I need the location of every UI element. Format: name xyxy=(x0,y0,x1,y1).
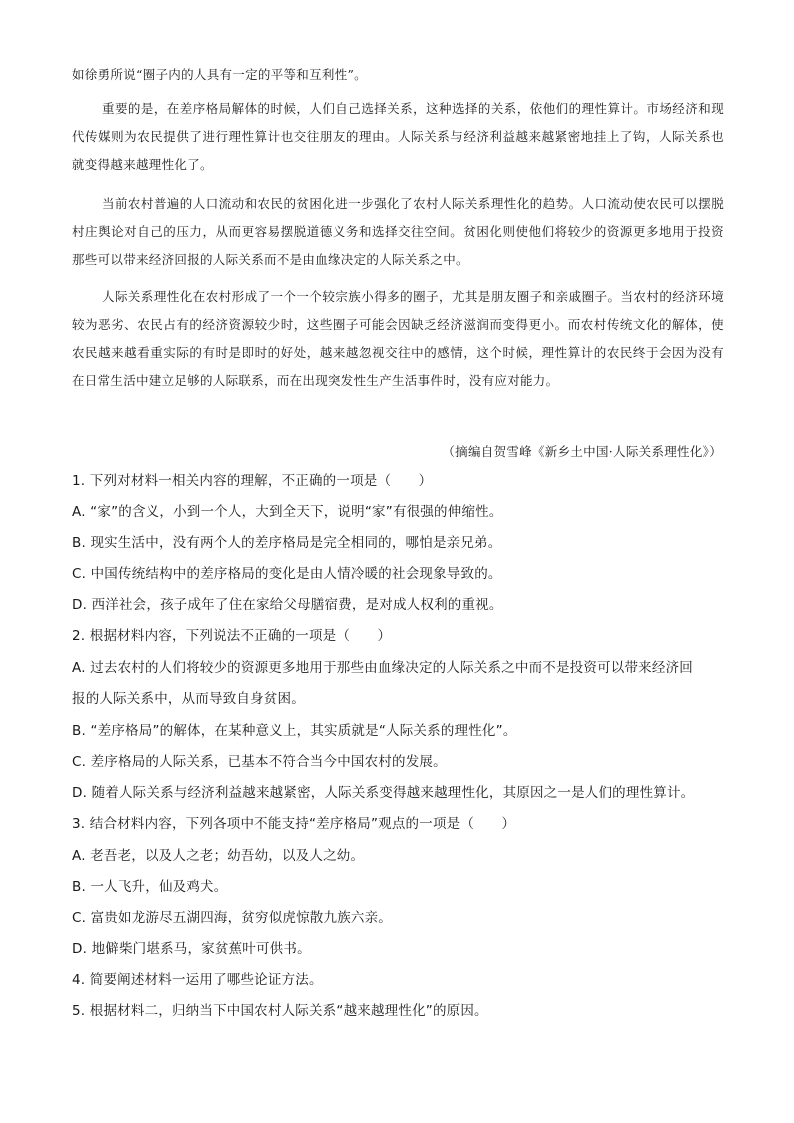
option-line: C. 差序格局的人际关系，已基本不符合当今中国农村的发展。 xyxy=(72,754,447,770)
question-stem: 1. 下列对材料一相关内容的理解，不正确的一项是（ ） xyxy=(72,473,433,489)
option-line: D. 西洋社会，孩子成年了住在家给父母膳宿费，是对成人权利的重视。 xyxy=(72,597,503,613)
question-stem: 5. 根据材料二，归纳当下中国农村人际关系“越来越理性化”的原因。 xyxy=(72,1003,488,1019)
option-line: B. 现实生活中，没有两个人的差序格局是完全相同的，哪怕是亲兄弟。 xyxy=(72,535,502,551)
option-line: A. 过去农村的人们将较少的资源更多地用于那些由血缘决定的人际关系之中而不是投资可以带来经济回 xyxy=(72,660,693,676)
passage-paragraph: 重要的是，在差序格局解体的时候，人们自己选择关系，这种选择的关系，依他们的理性算计。市场经济和现代传媒则为农民提供了进行理性算计也交往朋友的理由。人际关系与经济利益越来越紧密地挂上了钩，人际关系也就变得越来越理性化了。 xyxy=(72,101,724,172)
option-line: C. 富贵如龙游尽五湖四海，贫穷似虎惊散九族六亲。 xyxy=(72,910,393,926)
question-stem: 4. 简要阐述材料一运用了哪些论证方法。 xyxy=(72,972,323,988)
option-line: B. “差序格局”的解体，在某种意义上，其实质就是“人际关系的理性化”。 xyxy=(72,723,517,739)
passage-paragraph: 如徐勇所说“圈子内的人具有一定的平等和互利性”。 xyxy=(72,67,367,82)
question-stem: 3. 结合材料内容，下列各项中不能支持“差序格局”观点的一项是（ ） xyxy=(72,816,516,832)
option-line: C. 中国传统结构中的差序格局的变化是由人情冷暖的社会现象导致的。 xyxy=(72,566,502,582)
option-line: A. “家”的含义，小到一个人，大到全天下，说明“家”有很强的伸缩性。 xyxy=(72,504,503,520)
option-line: 报的人际关系中，从而导致自身贫困。 xyxy=(72,691,305,707)
passage-paragraph: 人际关系理性化在农村形成了一个一个较宗族小得多的圈子，尤其是朋友圈子和亲戚圈子。当农村的经济环境较为恶劣、农民占有的经济资源较少时，这些圈子可能会因缺乏经济滋润而变得更小。而农村传统文化的解体，使农民越来越看重实际的有时是即时的好处，越来越忽视交往中的感情，这个时候，理性算计的农民终于会因为没有在日常生活中建立足够的人际联系，而在出现突发性生产生活事件时，没有应对能力。 xyxy=(72,289,724,388)
passage-paragraph: 当前农村普遍的人口流动和农民的贫困化进一步强化了农村人际关系理性化的趋势。人口流动使农民可以摆脱村庄舆论对自己的压力，从而更容易摆脱道德义务和选择交往空间。贫困化则使他们将较少的资源更多地用于投资那些可以带来经济回报的人际关系而不是由血缘决定的人际关系之中。 xyxy=(72,196,724,267)
source-citation: （摘编自贺雪峰《新乡土中国·人际关系理性化》） xyxy=(442,444,722,459)
option-line: B. 一人飞升，仙及鸡犬。 xyxy=(72,879,228,895)
option-line: D. 地僻柴门堪系马，家贫蕉叶可供书。 xyxy=(72,941,311,957)
option-line: A. 老吾老，以及人之老；幼吾幼，以及人之幼。 xyxy=(72,848,365,864)
question-stem: 2. 根据材料内容，下列说法不正确的一项是（ ） xyxy=(72,628,392,644)
option-line: D. 随着人际关系与经济利益越来越紧密，人际关系变得越来越理性化，其原因之一是人们的理性算计。 xyxy=(72,785,695,801)
